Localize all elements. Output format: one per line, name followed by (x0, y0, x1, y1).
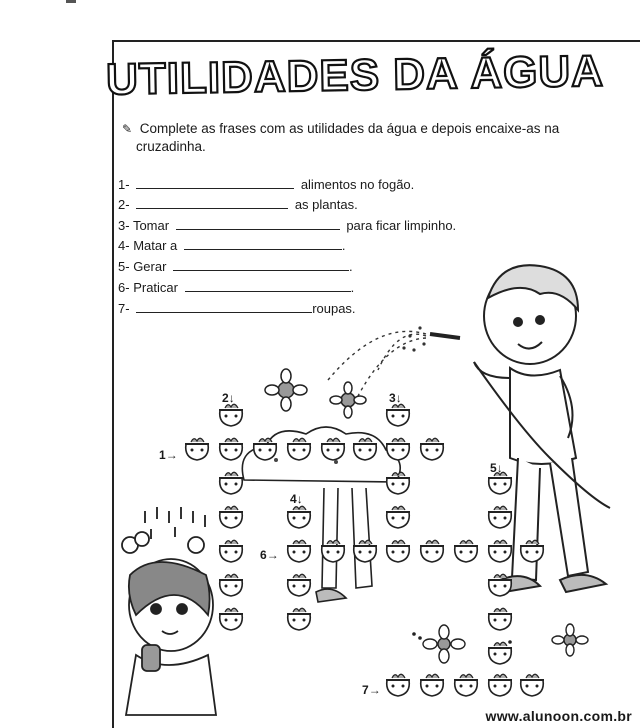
crossword-cell[interactable] (216, 568, 246, 598)
pot-icon (451, 668, 481, 698)
pot-icon (216, 602, 246, 632)
arrow-down-icon: ↓ (228, 391, 235, 405)
pot-icon (318, 432, 348, 462)
arrow-right-icon: → (368, 683, 381, 697)
pot-icon (284, 432, 314, 462)
pot-icon (485, 668, 515, 698)
question-7 (118, 300, 356, 316)
question-text: alimentos no fogão. (300, 177, 415, 192)
crossword-cell[interactable] (216, 602, 246, 632)
pot-icon (216, 432, 246, 462)
question-5 (118, 258, 353, 274)
crossword-cell[interactable] (350, 534, 380, 564)
crossword-cell[interactable] (451, 534, 481, 564)
pot-icon (383, 466, 413, 496)
clue-number-1: 1→ (159, 448, 178, 462)
title-art (105, 44, 605, 106)
pot-icon (318, 534, 348, 564)
pot-icon (250, 432, 280, 462)
pot-icon (485, 500, 515, 530)
instruction-text-2: cruzadinha. (136, 139, 206, 154)
answer-blank[interactable] (136, 196, 288, 209)
clue-number-4: 4↓ (290, 492, 303, 506)
clue-number-7: 7→ (362, 683, 381, 697)
pot-icon (216, 534, 246, 564)
pot-icon (485, 636, 515, 666)
pot-icon (383, 432, 413, 462)
crossword-cell[interactable] (383, 500, 413, 530)
crossword-cell[interactable] (485, 602, 515, 632)
site-url-footer: www.alunoon.com.br (485, 708, 632, 724)
page-title: UTILIDADES DA ÁGUA (105, 46, 605, 105)
answer-blank[interactable] (176, 217, 340, 230)
crossword-cell[interactable] (216, 466, 246, 496)
girl-in-shower-illustration (116, 505, 226, 720)
crossword-cell[interactable] (250, 432, 280, 462)
arrow-down-icon: ↓ (496, 461, 503, 475)
pot-icon (350, 534, 380, 564)
crossword-cell[interactable] (485, 668, 515, 698)
question-text: roupas. (312, 301, 356, 316)
answer-blank[interactable] (184, 237, 342, 250)
crossword-cell[interactable] (517, 534, 547, 564)
crossword-cell[interactable] (284, 602, 314, 632)
crossword-cell[interactable] (383, 466, 413, 496)
question-4 (118, 237, 346, 253)
pot-icon (284, 602, 314, 632)
question-3 (118, 217, 456, 233)
crossword-cell[interactable] (417, 432, 447, 462)
question-1 (118, 176, 414, 192)
instruction-text-1: Complete as frases com as utilidades da água e depois encaixe-as na (139, 121, 560, 136)
question-6 (118, 279, 354, 295)
pot-icon (485, 602, 515, 632)
crossword-cell[interactable] (350, 432, 380, 462)
pot-icon (284, 534, 314, 564)
question-number: 1- (118, 177, 130, 192)
crossword-cell[interactable] (284, 432, 314, 462)
scan-mark (66, 0, 76, 3)
question-text: Matar a (133, 238, 178, 253)
crossword-cell[interactable] (485, 534, 515, 564)
crossword-cell[interactable] (383, 668, 413, 698)
crossword-cell[interactable] (517, 668, 547, 698)
crossword-cell[interactable] (485, 568, 515, 598)
answer-blank[interactable] (185, 279, 351, 292)
crossword-cell[interactable] (383, 432, 413, 462)
pot-icon (182, 432, 212, 462)
pot-icon (350, 432, 380, 462)
pot-icon (417, 534, 447, 564)
instruction (122, 120, 622, 155)
pot-icon (417, 432, 447, 462)
crossword-cell[interactable] (318, 534, 348, 564)
pot-icon (417, 668, 447, 698)
clue-number-6: 6→ (260, 548, 279, 562)
pot-icon (383, 668, 413, 698)
crossword-cell[interactable] (284, 568, 314, 598)
pot-icon (383, 500, 413, 530)
pot-icon (517, 534, 547, 564)
crossword-cell[interactable] (383, 534, 413, 564)
crossword-cell[interactable] (417, 534, 447, 564)
pot-icon (216, 466, 246, 496)
clue-number-5: 5↓ (490, 461, 503, 475)
question-text: Gerar (133, 259, 167, 274)
flowers-illustration (262, 370, 372, 425)
crossword-cell[interactable] (485, 636, 515, 666)
crossword-cell[interactable] (182, 432, 212, 462)
answer-blank[interactable] (136, 176, 294, 189)
clue-number-2: 2↓ (222, 391, 235, 405)
question-text: Tomar (132, 218, 170, 233)
crossword-cell[interactable] (318, 432, 348, 462)
pot-icon (517, 668, 547, 698)
pot-icon (383, 534, 413, 564)
question-text: . (350, 280, 355, 295)
question-number: 5- (118, 259, 130, 274)
question-number: 6- (118, 280, 130, 295)
clue-number-3: 3↓ (389, 391, 402, 405)
pot-icon (216, 500, 246, 530)
answer-blank[interactable] (136, 300, 312, 313)
crossword-cell[interactable] (451, 668, 481, 698)
question-number: 3- (118, 218, 130, 233)
question-number: 2- (118, 197, 130, 212)
question-text: as plantas. (294, 197, 358, 212)
arrow-down-icon: ↓ (296, 492, 303, 506)
question-number: 4- (118, 238, 130, 253)
crossword-cell[interactable] (284, 534, 314, 564)
crossword-cell[interactable] (216, 500, 246, 530)
pot-icon (485, 534, 515, 564)
question-text: para ficar limpinho. (346, 218, 457, 233)
answer-blank[interactable] (173, 258, 349, 271)
question-text: Praticar (133, 280, 178, 295)
arrow-down-icon: ↓ (395, 391, 402, 405)
question-2 (118, 196, 358, 212)
pot-icon (451, 534, 481, 564)
question-text: . (349, 259, 353, 274)
pencil-icon: ✎ (122, 122, 133, 136)
pot-icon (485, 568, 515, 598)
question-text: . (341, 238, 346, 253)
crossword-cell[interactable] (417, 668, 447, 698)
pot-icon (284, 568, 314, 598)
question-number: 7- (118, 301, 130, 316)
title-banner (105, 44, 605, 106)
crossword-cell[interactable] (216, 432, 246, 462)
pot-icon (216, 568, 246, 598)
arrow-right-icon: → (165, 448, 178, 462)
arrow-right-icon: → (266, 548, 279, 562)
crossword-cell[interactable] (485, 500, 515, 530)
crossword-cell[interactable] (216, 534, 246, 564)
